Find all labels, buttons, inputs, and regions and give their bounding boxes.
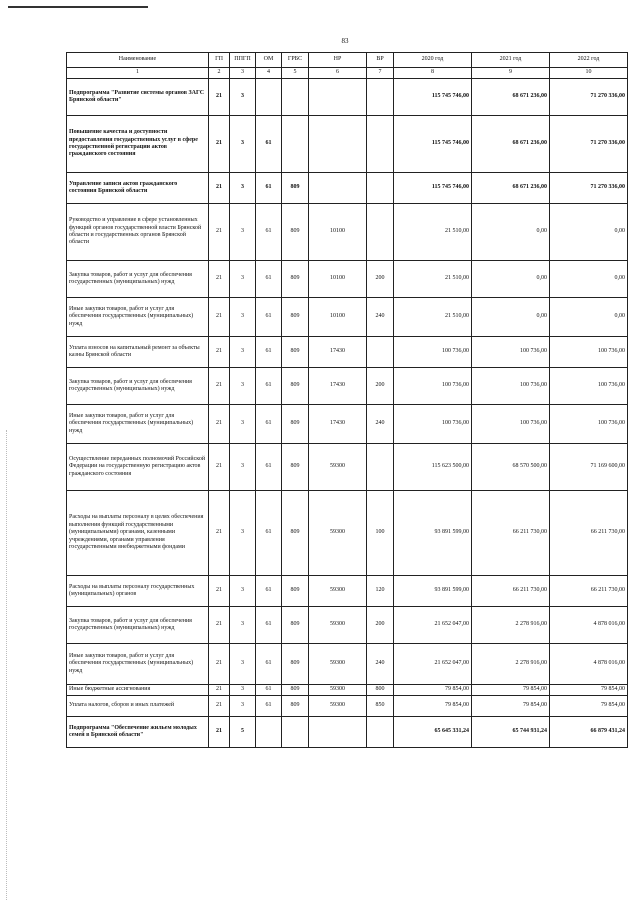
cell-2020: 79 854,00 bbox=[394, 696, 472, 717]
cell-grbs: 809 bbox=[282, 368, 309, 405]
cell-ppgp: 3 bbox=[230, 444, 256, 491]
cell-2021: 0,00 bbox=[472, 204, 550, 261]
col-header-gp: ГП bbox=[209, 53, 230, 68]
cell-name: Иные бюджетные ассигнования bbox=[67, 685, 209, 696]
cell-ppgp: 3 bbox=[230, 685, 256, 696]
cell-grbs: 809 bbox=[282, 298, 309, 337]
cell-2020: 115 745 746,00 bbox=[394, 116, 472, 173]
col-header-2020: 2020 год bbox=[394, 53, 472, 68]
cell-vr bbox=[367, 204, 394, 261]
index-cell: 6 bbox=[309, 68, 367, 79]
cell-ppgp: 3 bbox=[230, 116, 256, 173]
cell-2022: 100 736,00 bbox=[550, 405, 628, 444]
index-cell: 3 bbox=[230, 68, 256, 79]
cell-2021: 100 736,00 bbox=[472, 405, 550, 444]
cell-2022: 66 211 730,00 bbox=[550, 491, 628, 576]
cell-2020: 21 510,00 bbox=[394, 298, 472, 337]
cell-grbs: 809 bbox=[282, 405, 309, 444]
cell-grbs: 809 bbox=[282, 204, 309, 261]
col-header-2022: 2022 год bbox=[550, 53, 628, 68]
cell-name: Управление записи актов гражданского состояния Брянской области bbox=[67, 173, 209, 204]
col-header-grbs: ГРБС bbox=[282, 53, 309, 68]
cell-ppgp: 3 bbox=[230, 696, 256, 717]
cell-2020: 21 652 047,00 bbox=[394, 644, 472, 685]
cell-2020: 65 645 331,24 bbox=[394, 717, 472, 748]
cell-gp: 21 bbox=[209, 491, 230, 576]
cell-om: 61 bbox=[256, 444, 282, 491]
cell-om: 61 bbox=[256, 204, 282, 261]
table-row bbox=[67, 173, 628, 204]
cell-vr bbox=[367, 79, 394, 116]
cell-gp: 21 bbox=[209, 298, 230, 337]
cell-ppgp: 3 bbox=[230, 298, 256, 337]
cell-vr: 100 bbox=[367, 491, 394, 576]
cell-ppgp: 3 bbox=[230, 607, 256, 644]
cell-gp: 21 bbox=[209, 644, 230, 685]
table-row bbox=[67, 696, 628, 717]
cell-om: 61 bbox=[256, 173, 282, 204]
cell-om: 61 bbox=[256, 696, 282, 717]
cell-2021: 2 278 916,00 bbox=[472, 644, 550, 685]
cell-2021: 66 211 730,00 bbox=[472, 491, 550, 576]
col-header-2021: 2021 год bbox=[472, 53, 550, 68]
table-row bbox=[67, 717, 628, 748]
cell-vr: 850 bbox=[367, 696, 394, 717]
cell-vr: 120 bbox=[367, 576, 394, 607]
cell-vr bbox=[367, 717, 394, 748]
cell-om: 61 bbox=[256, 368, 282, 405]
cell-name: Уплата взносов на капитальный ремонт за объекты казны Брянской области bbox=[67, 337, 209, 368]
cell-ppgp: 3 bbox=[230, 644, 256, 685]
cell-gp: 21 bbox=[209, 717, 230, 748]
cell-grbs: 809 bbox=[282, 685, 309, 696]
cell-nr: 59300 bbox=[309, 491, 367, 576]
cell-2021: 0,00 bbox=[472, 298, 550, 337]
cell-nr: 59300 bbox=[309, 644, 367, 685]
cell-2022: 100 736,00 bbox=[550, 368, 628, 405]
cell-2022: 4 878 016,00 bbox=[550, 644, 628, 685]
cell-gp: 21 bbox=[209, 173, 230, 204]
cell-2020: 93 891 599,00 bbox=[394, 576, 472, 607]
cell-vr bbox=[367, 337, 394, 368]
cell-2022: 4 878 016,00 bbox=[550, 607, 628, 644]
table-row bbox=[67, 491, 628, 576]
cell-gp: 21 bbox=[209, 607, 230, 644]
table-row bbox=[67, 204, 628, 261]
top-rule bbox=[8, 6, 148, 8]
cell-2020: 79 854,00 bbox=[394, 685, 472, 696]
cell-ppgp: 5 bbox=[230, 717, 256, 748]
cell-2020: 115 745 746,00 bbox=[394, 79, 472, 116]
cell-gp: 21 bbox=[209, 337, 230, 368]
cell-2021: 66 211 730,00 bbox=[472, 576, 550, 607]
index-cell: 1 bbox=[67, 68, 209, 79]
cell-name: Подпрограмма "Обеспечение жильем молодых семей в Брянской области" bbox=[67, 717, 209, 748]
cell-2021: 100 736,00 bbox=[472, 368, 550, 405]
table-row bbox=[67, 261, 628, 298]
cell-grbs bbox=[282, 79, 309, 116]
cell-name: Иные закупки товаров, работ и услуг для обеспечения государственных (муниципальных) нужд bbox=[67, 405, 209, 444]
col-header-vr: ВР bbox=[367, 53, 394, 68]
cell-2022: 100 736,00 bbox=[550, 337, 628, 368]
cell-grbs: 809 bbox=[282, 644, 309, 685]
cell-name: Закупка товаров, работ и услуг для обеспечения государственных (муниципальных) нужд bbox=[67, 607, 209, 644]
cell-ppgp: 3 bbox=[230, 368, 256, 405]
cell-vr: 240 bbox=[367, 644, 394, 685]
cell-name: Уплата налогов, сборов и иных платежей bbox=[67, 696, 209, 717]
cell-grbs: 809 bbox=[282, 337, 309, 368]
cell-nr: 17430 bbox=[309, 337, 367, 368]
cell-name: Расходы на выплаты персоналу государственных (муниципальных) органов bbox=[67, 576, 209, 607]
cell-om: 61 bbox=[256, 491, 282, 576]
cell-2022: 0,00 bbox=[550, 261, 628, 298]
cell-nr bbox=[309, 116, 367, 173]
cell-nr: 59300 bbox=[309, 444, 367, 491]
cell-name: Закупка товаров, работ и услуг для обеспечения государственных (муниципальных) нужд bbox=[67, 368, 209, 405]
cell-name: Повышение качества и доступности предоставления государственных услуг в сфере государственной регистрации актов гражданского состояния bbox=[67, 116, 209, 173]
table-body bbox=[67, 79, 628, 748]
col-header-ppgp: ППГП bbox=[230, 53, 256, 68]
cell-nr: 59300 bbox=[309, 696, 367, 717]
cell-om: 61 bbox=[256, 607, 282, 644]
cell-2022: 0,00 bbox=[550, 204, 628, 261]
cell-2022: 71 169 600,00 bbox=[550, 444, 628, 491]
cell-gp: 21 bbox=[209, 576, 230, 607]
table-row bbox=[67, 79, 628, 116]
cell-om bbox=[256, 717, 282, 748]
cell-om: 61 bbox=[256, 576, 282, 607]
cell-name: Закупка товаров, работ и услуг для обеспечения государственных (муниципальных) нужд bbox=[67, 261, 209, 298]
cell-2021: 68 671 236,00 bbox=[472, 79, 550, 116]
cell-nr: 59300 bbox=[309, 607, 367, 644]
cell-gp: 21 bbox=[209, 685, 230, 696]
cell-vr: 200 bbox=[367, 368, 394, 405]
table-row bbox=[67, 368, 628, 405]
cell-2020: 100 736,00 bbox=[394, 405, 472, 444]
cell-ppgp: 3 bbox=[230, 173, 256, 204]
binding-margin-marks bbox=[6, 430, 8, 900]
cell-om: 61 bbox=[256, 298, 282, 337]
index-cell: 9 bbox=[472, 68, 550, 79]
table-row bbox=[67, 116, 628, 173]
cell-2020: 93 891 599,00 bbox=[394, 491, 472, 576]
cell-nr: 59300 bbox=[309, 576, 367, 607]
cell-ppgp: 3 bbox=[230, 204, 256, 261]
cell-2021: 0,00 bbox=[472, 261, 550, 298]
cell-nr bbox=[309, 717, 367, 748]
cell-om: 61 bbox=[256, 261, 282, 298]
cell-2020: 21 510,00 bbox=[394, 204, 472, 261]
cell-nr: 17430 bbox=[309, 368, 367, 405]
table-row bbox=[67, 337, 628, 368]
cell-gp: 21 bbox=[209, 204, 230, 261]
col-header-name: Наименование bbox=[67, 53, 209, 68]
table-row bbox=[67, 644, 628, 685]
cell-nr: 17430 bbox=[309, 405, 367, 444]
cell-2020: 100 736,00 bbox=[394, 337, 472, 368]
cell-nr bbox=[309, 173, 367, 204]
cell-grbs bbox=[282, 116, 309, 173]
cell-vr: 240 bbox=[367, 298, 394, 337]
cell-gp: 21 bbox=[209, 368, 230, 405]
table-row bbox=[67, 576, 628, 607]
cell-name: Иные закупки товаров, работ и услуг для обеспечения государственных (муниципальных) нужд bbox=[67, 644, 209, 685]
cell-gp: 21 bbox=[209, 261, 230, 298]
cell-2022: 0,00 bbox=[550, 298, 628, 337]
cell-grbs: 809 bbox=[282, 607, 309, 644]
cell-2022: 79 854,00 bbox=[550, 696, 628, 717]
cell-grbs: 809 bbox=[282, 173, 309, 204]
cell-nr bbox=[309, 79, 367, 116]
table-row bbox=[67, 444, 628, 491]
cell-2021: 68 671 236,00 bbox=[472, 116, 550, 173]
cell-vr: 800 bbox=[367, 685, 394, 696]
cell-grbs: 809 bbox=[282, 696, 309, 717]
cell-grbs: 809 bbox=[282, 261, 309, 298]
cell-gp: 21 bbox=[209, 116, 230, 173]
cell-ppgp: 3 bbox=[230, 405, 256, 444]
cell-om: 61 bbox=[256, 116, 282, 173]
cell-2022: 71 270 336,00 bbox=[550, 173, 628, 204]
cell-2020: 100 736,00 bbox=[394, 368, 472, 405]
cell-2022: 66 211 730,00 bbox=[550, 576, 628, 607]
cell-2021: 2 278 916,00 bbox=[472, 607, 550, 644]
cell-nr: 10100 bbox=[309, 204, 367, 261]
index-cell: 2 bbox=[209, 68, 230, 79]
cell-2021: 79 854,00 bbox=[472, 685, 550, 696]
cell-2021: 79 854,00 bbox=[472, 696, 550, 717]
cell-om: 61 bbox=[256, 644, 282, 685]
cell-grbs: 809 bbox=[282, 444, 309, 491]
cell-2020: 21 510,00 bbox=[394, 261, 472, 298]
index-cell: 10 bbox=[550, 68, 628, 79]
column-index-row bbox=[67, 68, 628, 79]
cell-name: Осуществление переданных полномочий Российской Федерации на государственную регистрацию актов гражданского состояния bbox=[67, 444, 209, 491]
cell-2020: 21 652 047,00 bbox=[394, 607, 472, 644]
cell-gp: 21 bbox=[209, 405, 230, 444]
cell-ppgp: 3 bbox=[230, 337, 256, 368]
index-cell: 8 bbox=[394, 68, 472, 79]
cell-nr: 59300 bbox=[309, 685, 367, 696]
cell-grbs: 809 bbox=[282, 576, 309, 607]
index-cell: 5 bbox=[282, 68, 309, 79]
cell-gp: 21 bbox=[209, 79, 230, 116]
table-row bbox=[67, 685, 628, 696]
cell-vr: 200 bbox=[367, 607, 394, 644]
cell-name: Иные закупки товаров, работ и услуг для обеспечения государственных (муниципальных) нужд bbox=[67, 298, 209, 337]
cell-grbs bbox=[282, 717, 309, 748]
cell-2021: 68 570 500,00 bbox=[472, 444, 550, 491]
cell-2022: 79 854,00 bbox=[550, 685, 628, 696]
cell-2022: 71 270 336,00 bbox=[550, 79, 628, 116]
index-cell: 7 bbox=[367, 68, 394, 79]
cell-ppgp: 3 bbox=[230, 576, 256, 607]
page-number: 83 bbox=[341, 37, 349, 45]
table-row bbox=[67, 298, 628, 337]
cell-2020: 115 623 500,00 bbox=[394, 444, 472, 491]
cell-om: 61 bbox=[256, 405, 282, 444]
cell-2022: 71 270 336,00 bbox=[550, 116, 628, 173]
cell-vr: 200 bbox=[367, 261, 394, 298]
cell-vr bbox=[367, 173, 394, 204]
col-header-nr: НР bbox=[309, 53, 367, 68]
cell-vr: 240 bbox=[367, 405, 394, 444]
cell-om bbox=[256, 79, 282, 116]
cell-ppgp: 3 bbox=[230, 79, 256, 116]
cell-ppgp: 3 bbox=[230, 261, 256, 298]
cell-om: 61 bbox=[256, 685, 282, 696]
cell-2021: 65 744 931,24 bbox=[472, 717, 550, 748]
cell-nr: 10100 bbox=[309, 298, 367, 337]
cell-vr bbox=[367, 116, 394, 173]
header-row bbox=[67, 53, 628, 68]
cell-om: 61 bbox=[256, 337, 282, 368]
col-header-om: ОМ bbox=[256, 53, 282, 68]
cell-vr bbox=[367, 444, 394, 491]
cell-2021: 100 736,00 bbox=[472, 337, 550, 368]
cell-name: Расходы на выплаты персоналу в целях обеспечения выполнения функций государственными (муниципальными) органами, казенными учреждениями, органами управления государственными внебюджетными фондами bbox=[67, 491, 209, 576]
cell-gp: 21 bbox=[209, 444, 230, 491]
budget-table bbox=[66, 52, 628, 748]
cell-grbs: 809 bbox=[282, 491, 309, 576]
cell-name: Подпрограмма "Развитие системы органов ЗАГС Брянской области" bbox=[67, 79, 209, 116]
index-cell: 4 bbox=[256, 68, 282, 79]
cell-2021: 68 671 236,00 bbox=[472, 173, 550, 204]
cell-gp: 21 bbox=[209, 696, 230, 717]
cell-nr: 10100 bbox=[309, 261, 367, 298]
cell-ppgp: 3 bbox=[230, 491, 256, 576]
cell-2022: 66 879 431,24 bbox=[550, 717, 628, 748]
table-row bbox=[67, 405, 628, 444]
cell-2020: 115 745 746,00 bbox=[394, 173, 472, 204]
cell-name: Руководство и управление в сфере установленных функций органов государственной власти Брянской области и государственных органов Брянской области bbox=[67, 204, 209, 261]
table-row bbox=[67, 607, 628, 644]
